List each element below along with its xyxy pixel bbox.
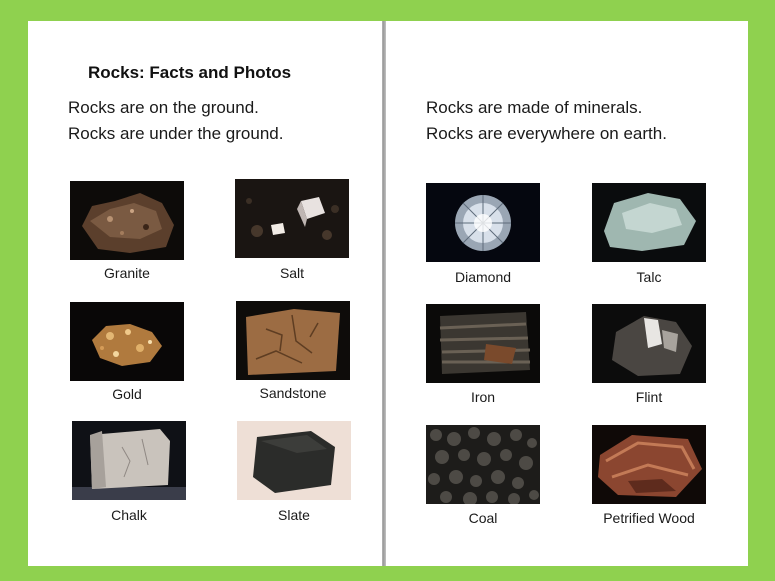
left-intro-line-2: Rocks are under the ground. bbox=[68, 124, 284, 143]
chalk-photo-icon bbox=[72, 421, 186, 500]
slate-photo-icon bbox=[237, 421, 351, 500]
petrified-wood-photo-icon bbox=[592, 425, 706, 504]
rock-caption-coal: Coal bbox=[468, 510, 498, 526]
rock-caption-flint: Flint bbox=[635, 389, 663, 405]
sandstone-photo-icon bbox=[236, 301, 350, 380]
left-intro-line-1: Rocks are on the ground. bbox=[68, 98, 259, 117]
rock-caption-granite: Granite bbox=[104, 265, 150, 281]
rock-caption-gold: Gold bbox=[112, 386, 142, 402]
diamond-photo-icon bbox=[426, 183, 540, 262]
flint-photo-icon bbox=[592, 304, 706, 383]
rock-caption-chalk: Chalk bbox=[111, 507, 147, 523]
coal-photo-icon bbox=[426, 425, 540, 504]
talc-photo-icon bbox=[592, 183, 706, 262]
right-intro-line-1: Rocks are made of minerals. bbox=[426, 98, 643, 117]
rock-caption-iron: Iron bbox=[470, 389, 496, 405]
rock-caption-sandstone: Sandstone bbox=[259, 385, 327, 401]
right-intro-line-2: Rocks are everywhere on earth. bbox=[426, 124, 667, 143]
rock-caption-slate: Slate bbox=[278, 507, 310, 523]
left-intro bbox=[68, 95, 283, 147]
right-page bbox=[386, 21, 748, 566]
rock-caption-diamond: Diamond bbox=[454, 269, 512, 285]
left-page bbox=[28, 21, 382, 566]
rock-caption-petrified-wood: Petrified Wood bbox=[603, 510, 695, 526]
right-intro bbox=[426, 95, 667, 147]
rock-caption-salt: Salt bbox=[279, 265, 305, 281]
iron-photo-icon bbox=[426, 304, 540, 383]
granite-photo-icon bbox=[70, 181, 184, 260]
rock-caption-talc: Talc bbox=[636, 269, 662, 285]
gold-photo-icon bbox=[70, 302, 184, 381]
salt-photo-icon bbox=[235, 179, 349, 258]
page-title: Rocks: Facts and Photos bbox=[88, 63, 292, 82]
